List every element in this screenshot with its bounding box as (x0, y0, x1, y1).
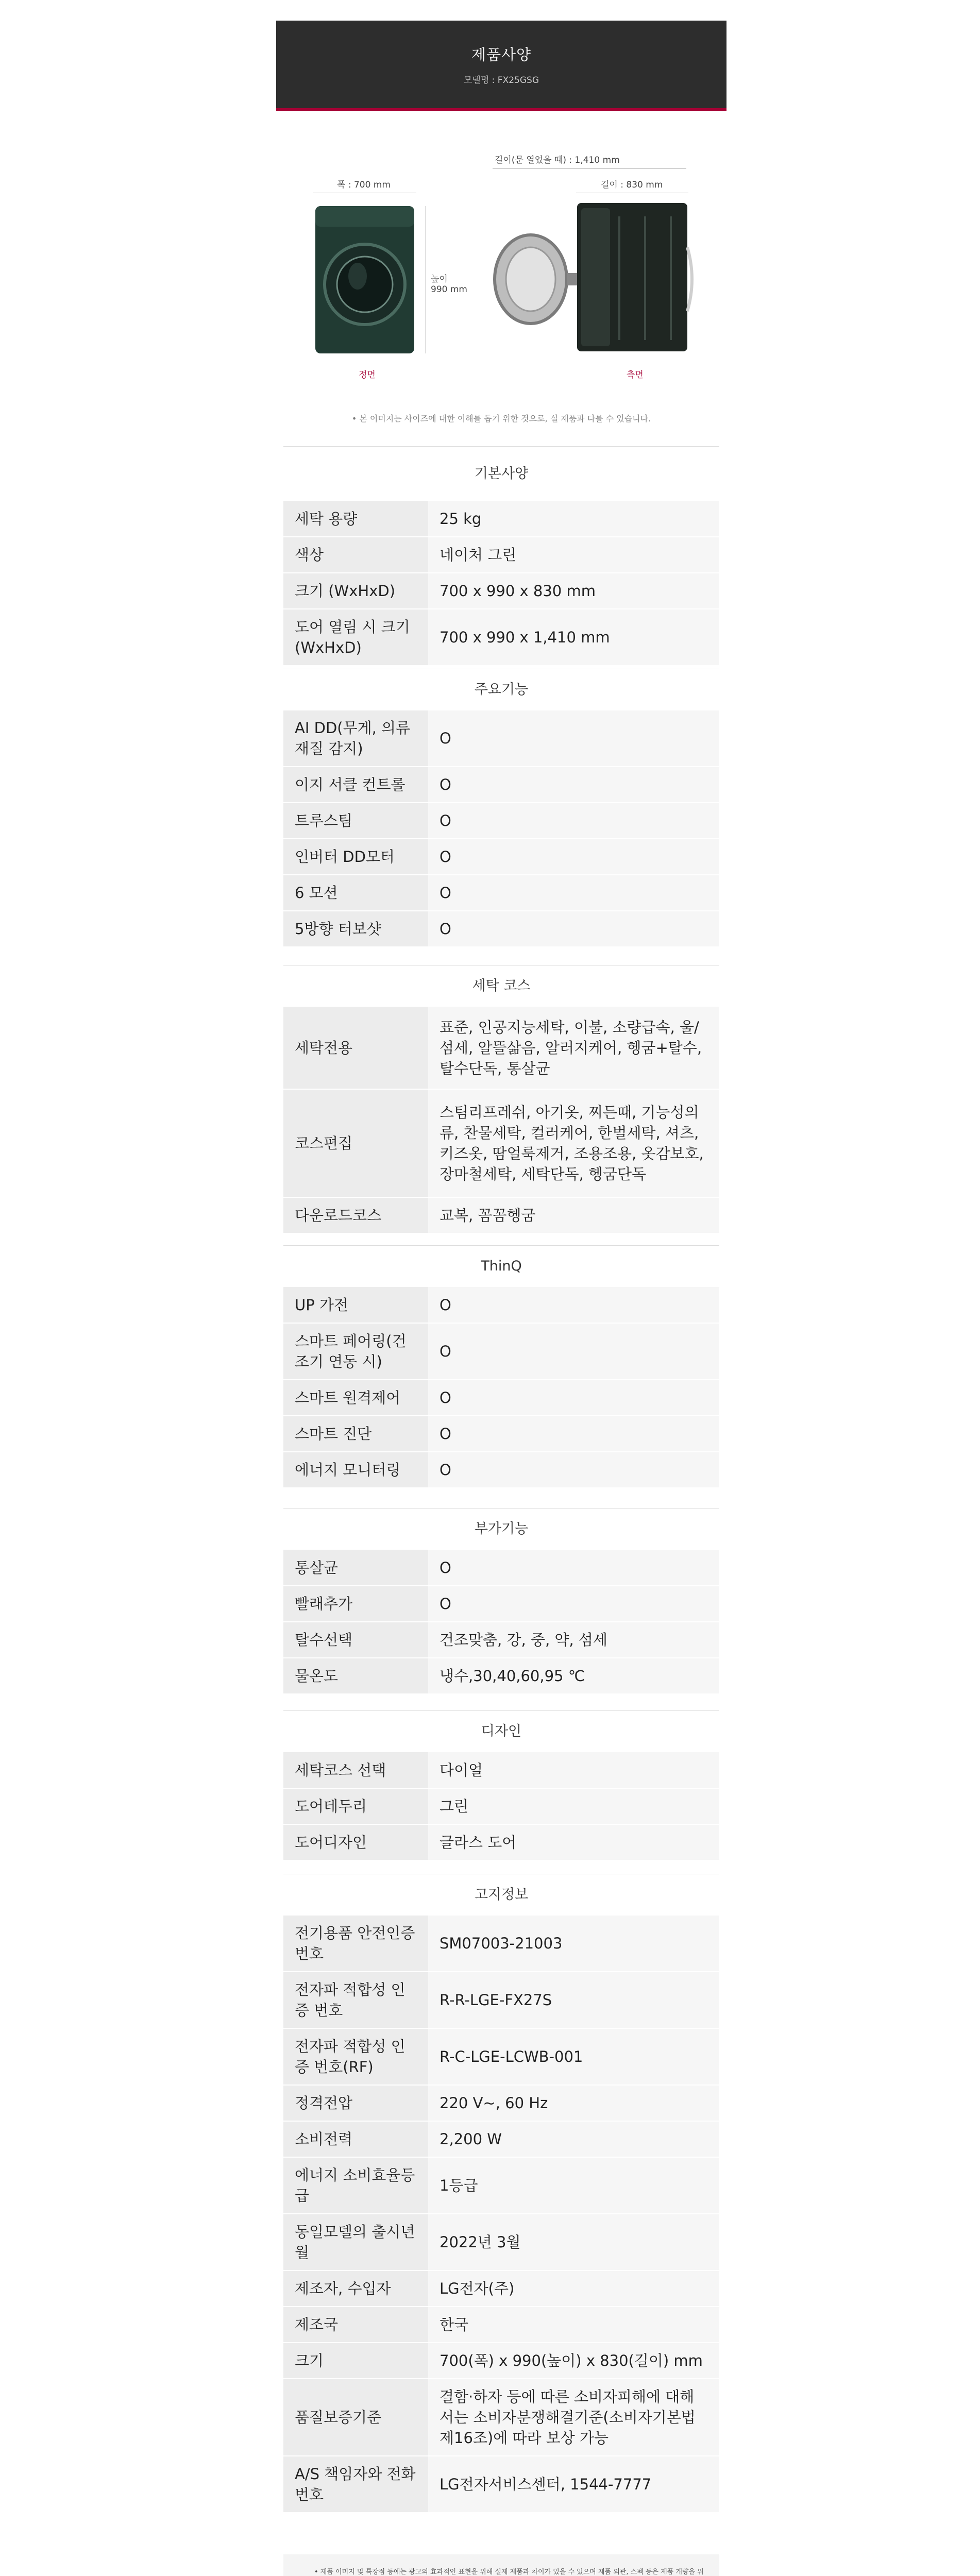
spec-row (283, 2121, 719, 2157)
spec-value: O (428, 1452, 719, 1488)
spec-section (283, 1710, 719, 1861)
spec-header (276, 21, 726, 111)
spec-row (283, 2270, 719, 2307)
washer-side-image (491, 201, 699, 355)
spec-row (283, 2085, 719, 2121)
spec-row (283, 1197, 719, 1233)
spec-value: LG전자(주) (428, 2270, 719, 2307)
spec-value: 한국 (428, 2307, 719, 2343)
spec-row (283, 1416, 719, 1452)
section-title: 세탁 코스 (283, 965, 719, 1007)
section-title: ThinQ (283, 1245, 719, 1287)
spec-key: 세탁코스 선택 (283, 1752, 428, 1788)
spec-value: O (428, 911, 719, 947)
spec-row (283, 875, 719, 911)
spec-key: 물온도 (283, 1658, 428, 1694)
washer-front-image (313, 206, 416, 355)
spec-key: AI DD(무게, 의류 재질 감지) (283, 710, 428, 767)
height-label: 높이 990 mm (431, 274, 467, 295)
spec-key: 전자파 적합성 인증 번호 (283, 1972, 428, 2028)
spec-value: 2022년 3월 (428, 2214, 719, 2270)
spec-key: 탈수선택 (283, 1622, 428, 1658)
spec-value: 스팀리프레쉬, 아기옷, 찌든때, 기능성의류, 찬물세탁, 컬러케어, 한벌세탁, 셔츠, 키즈옷, 땀얼룩제거, 조용조용, 옷감보호, 장마철세탁, 세탁단독, 헹굼단독 (428, 1089, 719, 1197)
spec-value: R-R-LGE-FX27S (428, 1972, 719, 2028)
spec-key: 다운로드코스 (283, 1197, 428, 1233)
spec-row (283, 2343, 719, 2379)
spec-key: 전자파 적합성 인증 번호(RF) (283, 2028, 428, 2085)
spec-row (283, 1287, 719, 1323)
spec-key: 도어테두리 (283, 1788, 428, 1824)
page-title: 제품사양 (471, 46, 532, 63)
spec-key: 6 모션 (283, 875, 428, 911)
spec-row (283, 803, 719, 839)
spec-row (283, 2307, 719, 2343)
spec-key: 전기용품 안전인증 번호 (283, 1916, 428, 1972)
spec-row (283, 609, 719, 666)
spec-row (283, 2157, 719, 2214)
dimension-diagram (276, 139, 726, 386)
spec-key: 제조자, 수입자 (283, 2270, 428, 2307)
spec-row (283, 501, 719, 537)
spec-key: 에너지 소비효율등급 (283, 2157, 428, 2214)
spec-value: 건조맞춤, 강, 중, 약, 섬세 (428, 1622, 719, 1658)
spec-key: 소비전력 (283, 2121, 428, 2157)
spec-value: 220 V~, 60 Hz (428, 2085, 719, 2121)
spec-key: 정격전압 (283, 2085, 428, 2121)
spec-row (283, 2028, 719, 2085)
spec-table (283, 1916, 719, 2513)
spec-value: O (428, 839, 719, 875)
spec-row (283, 1658, 719, 1694)
spec-value: 냉수,30,40,60,95 ℃ (428, 1658, 719, 1694)
spec-key: 크기 (WxHxD) (283, 573, 428, 609)
spec-value: 교복, 꼼꼼헹굼 (428, 1197, 719, 1233)
spec-value: O (428, 767, 719, 803)
model-name: 모델명 : FX25GSG (464, 75, 539, 86)
depth-open-label: 길이(문 열었을 때) : 1,410 mm (495, 155, 620, 165)
spec-row (283, 1824, 719, 1860)
spec-value: 그린 (428, 1788, 719, 1824)
spec-key: 인버터 DD모터 (283, 839, 428, 875)
spec-key: 제조국 (283, 2307, 428, 2343)
spec-key: A/S 책임자와 전화번호 (283, 2456, 428, 2513)
spec-key: 통살균 (283, 1550, 428, 1586)
spec-value: 25 kg (428, 501, 719, 537)
spec-value: 글라스 도어 (428, 1824, 719, 1860)
spec-value: O (428, 710, 719, 767)
section-title: 고지정보 (283, 1874, 719, 1916)
spec-value: O (428, 1416, 719, 1452)
spec-row (283, 1007, 719, 1089)
spec-section (283, 446, 719, 666)
spec-section (283, 1245, 719, 1488)
spec-value: 1등급 (428, 2157, 719, 2214)
spec-row (283, 573, 719, 609)
spec-row (283, 1586, 719, 1622)
spec-value: 2,200 W (428, 2121, 719, 2157)
spec-key: 동일모델의 출시년월 (283, 2214, 428, 2270)
spec-value: O (428, 1550, 719, 1586)
spec-row (283, 537, 719, 573)
footnote-item: • 제품 이미지 및 특장점 등에는 광고의 효과적인 표현을 위해 실제 제품과 차이가 있을 수 있으며 제품 외관, 스펙 등은 제품 개량을 위 (314, 2568, 704, 2576)
spec-value: 결함·하자 등에 따른 소비자피해에 대해서는 소비자분쟁해결기준(소비자기본법 제16조)에 따라 보상 가능 (428, 2379, 719, 2456)
spec-row (283, 839, 719, 875)
spec-key: 도어디자인 (283, 1824, 428, 1860)
spec-key: 스마트 페어링(건조기 연동 시) (283, 1323, 428, 1380)
spec-key: 품질보증기준 (283, 2379, 428, 2456)
spec-key: 도어 열림 시 크기 (WxHxD) (283, 609, 428, 666)
spec-value: O (428, 1323, 719, 1380)
spec-table (283, 710, 719, 947)
spec-key: 트루스팀 (283, 803, 428, 839)
spec-row (283, 767, 719, 803)
spec-value: 다이얼 (428, 1752, 719, 1788)
spec-key: 에너지 모니터링 (283, 1452, 428, 1488)
spec-row (283, 1452, 719, 1488)
spec-value: 700 x 990 x 1,410 mm (428, 609, 719, 666)
section-title: 기본사양 (283, 446, 719, 501)
spec-key: UP 가전 (283, 1287, 428, 1323)
spec-value: O (428, 1586, 719, 1622)
spec-row (283, 1788, 719, 1824)
spec-key: 세탁전용 (283, 1007, 428, 1089)
spec-row (283, 1380, 719, 1416)
spec-value: 700(폭) x 990(높이) x 830(길이) mm (428, 2343, 719, 2379)
spec-row (283, 1622, 719, 1658)
spec-table (283, 1752, 719, 1861)
spec-section (283, 1874, 719, 2513)
width-label: 폭 : 700 mm (337, 180, 391, 190)
spec-row (283, 1972, 719, 2028)
spec-table (283, 501, 719, 666)
spec-value: LG전자서비스센터, 1544-7777 (428, 2456, 719, 2513)
spec-key: 크기 (283, 2343, 428, 2379)
spec-row (283, 1550, 719, 1586)
spec-section (283, 1508, 719, 1694)
spec-row (283, 2456, 719, 2513)
spec-key: 5방향 터보샷 (283, 911, 428, 947)
side-view-label: 측면 (627, 370, 644, 380)
image-note: • 본 이미지는 사이즈에 대한 이해를 돕기 위한 것으로, 실 제품과 다를 수 있습니다. (351, 414, 651, 423)
footnote-box (283, 2554, 719, 2576)
spec-row (283, 1323, 719, 1380)
spec-key: 코스편집 (283, 1089, 428, 1197)
spec-section (283, 965, 719, 1234)
spec-row (283, 2379, 719, 2456)
spec-section (283, 669, 719, 947)
spec-table (283, 1287, 719, 1488)
spec-table (283, 1007, 719, 1234)
spec-row (283, 911, 719, 947)
spec-row (283, 2214, 719, 2270)
spec-key: 세탁 용량 (283, 501, 428, 537)
spec-value: 700 x 990 x 830 mm (428, 573, 719, 609)
spec-value: 표준, 인공지능세탁, 이불, 소량급속, 울/섬세, 알뜰삶음, 알러지케어, 헹굼+탈수, 탈수단독, 통살균 (428, 1007, 719, 1089)
spec-row (283, 1089, 719, 1197)
spec-key: 이지 서클 컨트롤 (283, 767, 428, 803)
section-title: 주요기능 (283, 669, 719, 710)
spec-row (283, 1916, 719, 1972)
spec-table (283, 1550, 719, 1694)
spec-value: SM07003-21003 (428, 1916, 719, 1972)
spec-key: 빨래추가 (283, 1586, 428, 1622)
front-view-label: 정면 (359, 370, 376, 380)
section-title: 디자인 (283, 1710, 719, 1752)
depth-label: 길이 : 830 mm (601, 180, 663, 190)
section-title: 부가기능 (283, 1508, 719, 1550)
spec-value: O (428, 1287, 719, 1323)
spec-key: 스마트 원격제어 (283, 1380, 428, 1416)
spec-value: O (428, 803, 719, 839)
spec-key: 스마트 진단 (283, 1416, 428, 1452)
spec-key: 색상 (283, 537, 428, 573)
spec-value: R-C-LGE-LCWB-001 (428, 2028, 719, 2085)
spec-value: 네이처 그린 (428, 537, 719, 573)
spec-value: O (428, 1380, 719, 1416)
spec-row (283, 710, 719, 767)
spec-value: O (428, 875, 719, 911)
spec-row (283, 1752, 719, 1788)
